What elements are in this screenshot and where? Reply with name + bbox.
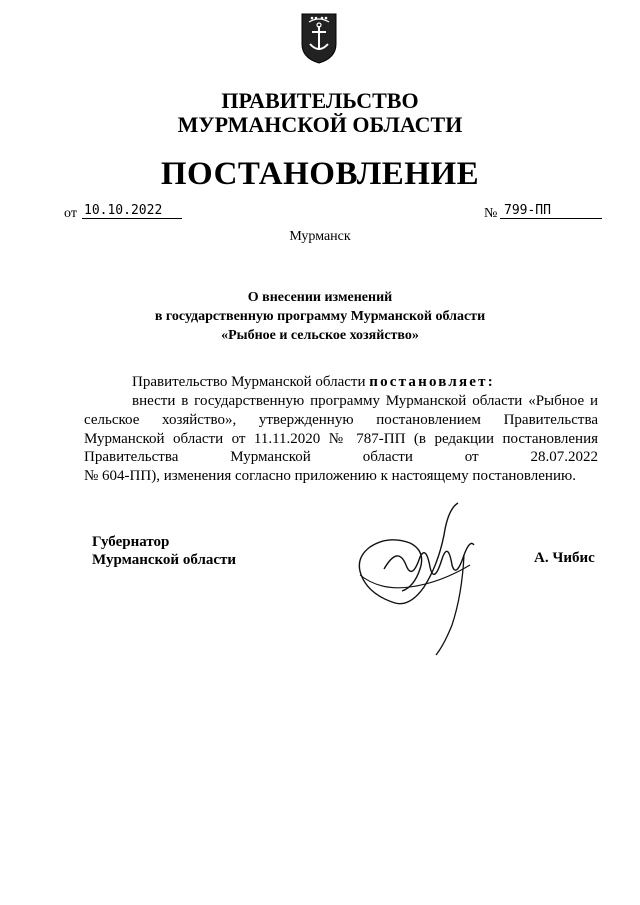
subject-line3: «Рыбное и сельское хозяйство» <box>221 328 419 343</box>
body-line1 <box>132 392 598 411</box>
body-line5 <box>84 467 598 486</box>
issue-city: Мурманск <box>289 229 351 244</box>
subject-line2: в государственную программу Мурманской области <box>154 309 486 324</box>
coat-of-arms-icon <box>300 10 338 64</box>
document-type-title: ПОСТАНОВЛЕНИЕ <box>160 156 480 192</box>
signatory-title-line2: Мурманской области <box>92 552 237 568</box>
signatory-title-line1: Губернатор <box>92 534 170 550</box>
body-line2-text: сельское хозяйство», утвержденную постановлением Правительства <box>84 412 598 428</box>
body-line2 <box>84 411 598 430</box>
body-line4 <box>84 448 598 467</box>
date-prefix: от <box>64 206 77 221</box>
signatory-name: А. Чибис <box>534 550 595 566</box>
subject-line1: О внесении изменений <box>247 290 393 305</box>
org-name-line2: МУРМАНСКОЙ ОБЛАСТИ <box>177 112 463 137</box>
handwritten-signature-icon <box>340 495 490 660</box>
body-line1-text: внести в государственную программу Мурманской области «Рыбное и <box>132 393 598 409</box>
document-date: 10.10.2022 <box>82 203 182 219</box>
resolution-intro-text: Правительство Мурманской области <box>132 374 370 390</box>
body-line3 <box>84 430 598 449</box>
resolution-verb: постановляет: <box>369 374 495 390</box>
resolution-intro <box>84 373 598 392</box>
document-number: 799-ПП <box>500 203 602 219</box>
body-line3-text: Мурманской области от 11.11.2020 № 787-ПП (в редакции постановления <box>84 431 598 447</box>
body-line5-text: № 604-ПП), изменения согласно приложению к настоящему постановлению. <box>84 468 576 484</box>
org-name-line1: ПРАВИТЕЛЬСТВО <box>221 88 419 113</box>
body-line4-text: Правительства Мурманской области от 28.07.2022 <box>84 449 598 465</box>
number-prefix: № <box>484 206 498 221</box>
